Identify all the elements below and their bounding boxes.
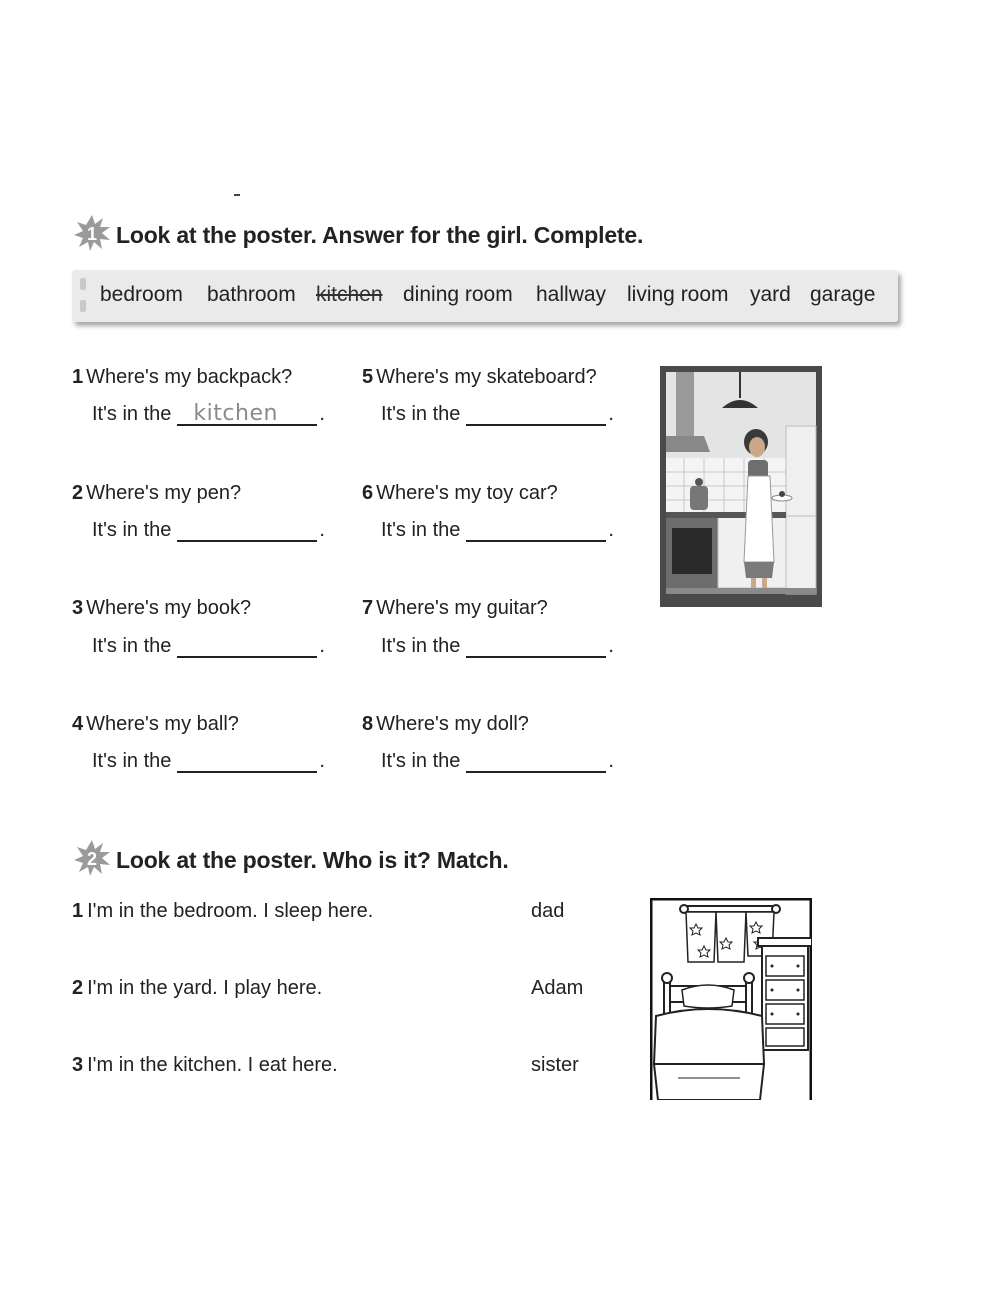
match-statement-3: [72, 1054, 338, 1077]
exercise-1-number: 1: [86, 224, 98, 244]
answer-prefix: It's in the: [381, 635, 461, 657]
answer-7-blank[interactable]: [466, 634, 606, 658]
question-number: 5: [362, 366, 374, 388]
question-number: 6: [362, 482, 374, 504]
question-number: 3: [72, 597, 84, 619]
question-3: [72, 597, 251, 620]
match-person-dad[interactable]: dad: [531, 900, 565, 922]
word-bank: [72, 270, 898, 322]
word-bank-item: hallway: [536, 283, 607, 306]
question-text: Where's my book?: [86, 597, 252, 619]
answer-7: It's in the .: [381, 635, 614, 657]
word-bank-tab-top: [80, 278, 86, 290]
exercise-2-number: 2: [86, 849, 98, 869]
answer-prefix: It's in the: [381, 403, 461, 425]
answer-1: It's in the kitchen .: [92, 401, 325, 426]
question-7: [362, 597, 548, 620]
exercise-2-title: Look at the poster. Who is it? Match.: [116, 847, 509, 873]
question-text: Where's my skateboard?: [376, 366, 597, 388]
word-bank-item-crossed: kitchen: [316, 283, 383, 306]
answer-1-text: kitchen: [193, 401, 278, 426]
answer-5: It's in the .: [381, 403, 614, 425]
answer-prefix: It's in the: [92, 750, 172, 772]
word-bank-item: bedroom: [100, 283, 183, 306]
kitchen-illustration: [660, 366, 822, 607]
word-bank-item: yard: [750, 283, 791, 306]
question-text: Where's my ball?: [86, 713, 239, 735]
question-number: 2: [72, 482, 84, 504]
stray-mark: [234, 194, 240, 196]
question-8: [362, 713, 529, 736]
answer-6-blank[interactable]: [466, 518, 606, 542]
bedroom-illustration: [650, 898, 812, 1100]
answer-prefix: It's in the: [381, 519, 461, 541]
exercise-1-title: Look at the poster. Answer for the girl. Complete.: [116, 222, 644, 248]
statement-text: I'm in the kitchen. I eat here.: [87, 1054, 338, 1076]
answer-prefix: It's in the: [92, 403, 172, 425]
question-number: 4: [72, 713, 84, 735]
question-text: Where's my guitar?: [376, 597, 548, 619]
word-bank-item: bathroom: [207, 283, 296, 306]
question-5: [362, 366, 597, 389]
match-person-sister[interactable]: sister: [531, 1054, 579, 1076]
statement-number: 3: [72, 1054, 84, 1076]
match-statement-1: [72, 900, 373, 923]
word-bank-item: living room: [627, 283, 729, 306]
answer-3: It's in the .: [92, 635, 325, 657]
question-6: [362, 482, 558, 505]
answer-5-blank[interactable]: [466, 402, 606, 426]
answer-3-blank[interactable]: [177, 634, 317, 658]
match-person-adam[interactable]: Adam: [531, 977, 584, 999]
answer-prefix: It's in the: [92, 519, 172, 541]
question-1: [72, 366, 292, 389]
word-bank-item: garage: [810, 283, 876, 306]
answer-4-blank[interactable]: [177, 749, 317, 773]
answer-4: It's in the .: [92, 750, 325, 772]
question-number: 7: [362, 597, 374, 619]
question-text: Where's my toy car?: [376, 482, 558, 504]
match-statement-2: [72, 977, 322, 1000]
answer-prefix: It's in the: [92, 635, 172, 657]
answer-1-blank[interactable]: [177, 402, 317, 426]
question-text: Where's my backpack?: [86, 366, 293, 388]
question-number: 1: [72, 366, 84, 388]
answer-6: It's in the .: [381, 519, 614, 541]
question-number: 8: [362, 713, 374, 735]
statement-number: 1: [72, 900, 84, 922]
statement-number: 2: [72, 977, 84, 999]
answer-8-blank[interactable]: [466, 749, 606, 773]
answer-2-blank[interactable]: [177, 518, 317, 542]
question-4: [72, 713, 239, 736]
word-bank-item: dining room: [403, 283, 513, 306]
answer-prefix: It's in the: [381, 750, 461, 772]
statement-text: I'm in the bedroom. I sleep here.: [87, 900, 374, 922]
exercise-2-badge-icon: [72, 838, 112, 878]
exercise-1-badge-icon: [72, 213, 112, 253]
answer-8: It's in the .: [381, 750, 614, 772]
question-2: [72, 482, 241, 505]
word-bank-tab-bottom: [80, 300, 86, 312]
question-text: Where's my pen?: [86, 482, 242, 504]
question-text: Where's my doll?: [376, 713, 529, 735]
answer-2: It's in the .: [92, 519, 325, 541]
statement-text: I'm in the yard. I play here.: [87, 977, 323, 999]
